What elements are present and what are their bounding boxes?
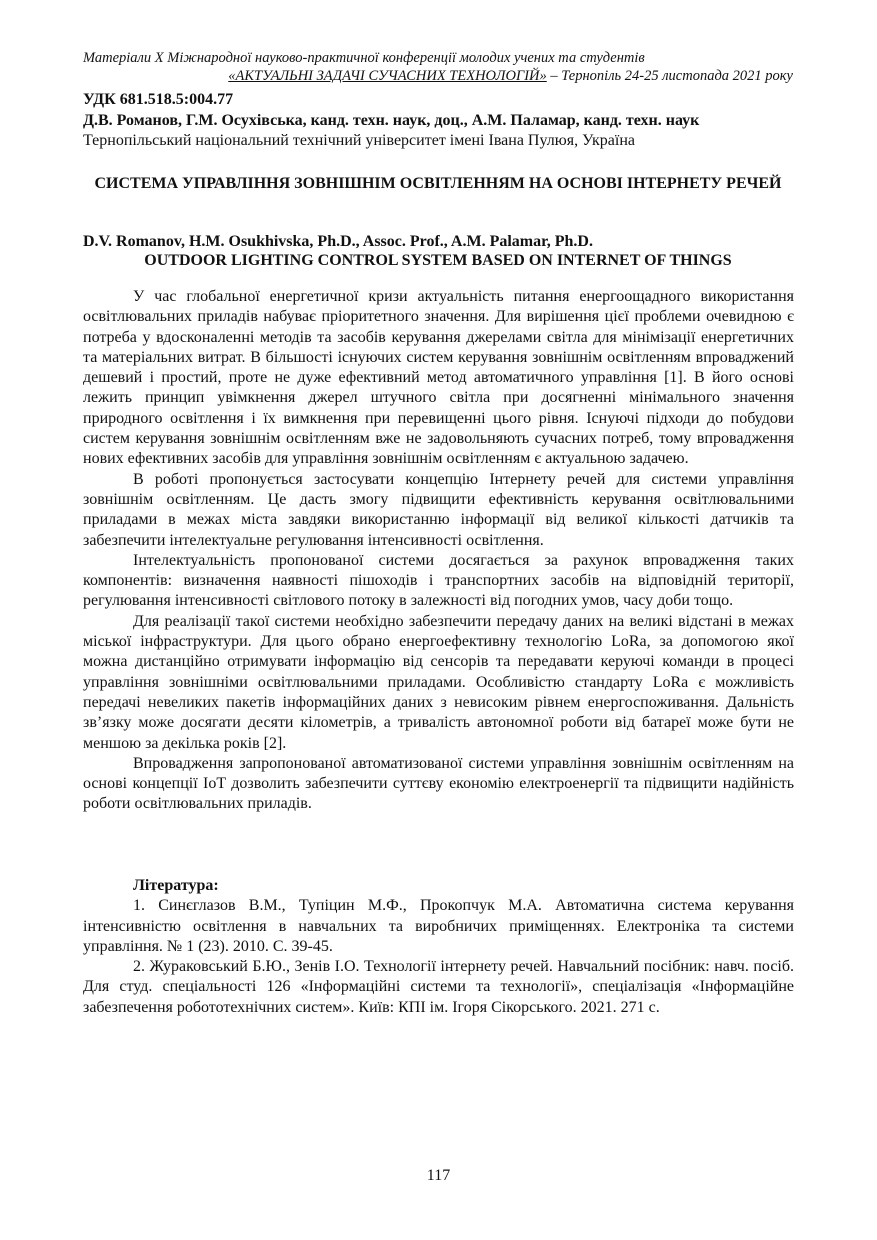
paper-title-english: OUTDOOR LIGHTING CONTROL SYSTEM BASED ON INTERNET OF THINGS xyxy=(144,252,732,269)
body-paragraph: Впровадження запропонованої автоматизованої системи управління зовнішнім освітленням на основі концепції IoT дозволить забезпечити суттєву економію електроенергії та підвищити надійність роботи освітлювальних приладів. xyxy=(83,754,794,813)
body-paragraph: У час глобальної енергетичної кризи актуальність питання енергоощадного використання освітлювальних приладів набуває пріоритетного значення. Для вирішення цієї проблеми очевидною є потреба у вдосконаленні методів та засобів керування джерелами світла для мінімізації енергетичних та матеріальних витрат. В більшості існуючих систем керування зовнішнім освітленням впроваджений дешевий і простий, проте не дуже ефективний метод автоматичного управління [1]. В його основі лежить принцип увімкнення джерел штучного світла при досягненні мінімального значення природного освітлення і їх вимкнення при перевищенні цього рівня. Існуючі підходи до побудови систем керування зовнішнім освітленням вже не задовольняють сучасних потреб, тому впровадження нових ефективних засобів для управління зовнішнім освітленням є актуальною задачею. xyxy=(83,288,794,468)
running-header-line-2 xyxy=(228,67,793,85)
body-paragraph: Інтелектуальність пропонованої системи досягається за рахунок впровадження таких компонентів: визначення наявності пішоходів і транспортних засобів на відповідній території, регулювання інтенсивності світлового потоку в залежності від погодних умов, часу доби тощо. xyxy=(83,551,794,610)
abstract-body xyxy=(83,287,794,815)
authors-english: D.V. Romanov, H.M. Osukhivska, Ph.D., Assoc. Prof., A.M. Palamar, Ph.D. xyxy=(83,233,593,250)
conference-name: «АКТУАЛЬНІ ЗАДАЧІ СУЧАСНИХ ТЕХНОЛОГІЙ» xyxy=(228,68,547,84)
page-number: 117 xyxy=(426,1167,451,1184)
body-paragraph: Для реалізації такої системи необхідно забезпечити передачу даних на великі відстані в межах міської інфраструктури. Для цього обрано енергоефективну технологію LoRa, за допомогою якої можна дистанційно отримувати інформацію від сенсорів та передавати керуючі команди в процесі управління зовнішніми освітлювальними приладами. Особливістю стандарту LoRa є можливість передачі невеликих пакетів інформаційних даних з невисоким рівнем енергоспоживання. Дальність зв’язку може досягати десяти кілометрів, а тривалість автономної роботи від батареї може бути не меншою за декілька років [2]. xyxy=(83,612,794,752)
paper-title-ukrainian: СИСТЕМА УПРАВЛІННЯ ЗОВНІШНІМ ОСВІТЛЕННЯМ НА ОСНОВІ ІНТЕРНЕТУ РЕЧЕЙ xyxy=(94,175,782,192)
udc-code: УДК 681.518.5:004.77 xyxy=(83,91,234,108)
reference-item: 2. Жураковський Б.Ю., Зенів І.О. Технології інтернету речей. Навчальний посібник: навч. посіб. Для студ. спеціальності 126 «Інформаційні системи та технології», спеціалізація «Інформаційне забезпечення робототехнічних систем». Київ: КПІ ім. Ігоря Сікорського. 2021. 271 с. xyxy=(83,958,794,1016)
body-paragraph: В роботі пропонується застосувати концепцію Інтернету речей для системи управління зовнішнім освітленням. Це дасть змогу підвищити ефективність керування освітлювальними приладами в межах міста завдяки використанню інформації від великої кількості датчиків та забезпечити інтелектуальне регулювання інтенсивності освітлення. xyxy=(83,470,794,549)
reference-item: 1. Синєглазов В.М., Тупіцин М.Ф., Прокопчук М.А. Автоматична система керування інтенсивністю освітлення в навчальних та виробничих приміщеннях. Електроніка та системи управління. № 1 (23). 2010. С. 39-45. xyxy=(83,897,794,955)
references-heading: Література: xyxy=(133,877,219,894)
affiliation: Тернопільський національний технічний університет імені Івана Пулюя, Україна xyxy=(83,132,635,149)
running-header-line-1: Матеріали X Міжнародної науково-практичної конференції молодих учених та студентів xyxy=(83,50,645,66)
authors-ukrainian: Д.В. Романов, Г.М. Осухівська, канд. техн. наук, доц., А.М. Паламар, канд. техн. наук xyxy=(83,112,700,129)
conference-date: – Тернопіль 24-25 листопада 2021 року xyxy=(546,68,793,84)
references-section xyxy=(83,876,794,1018)
